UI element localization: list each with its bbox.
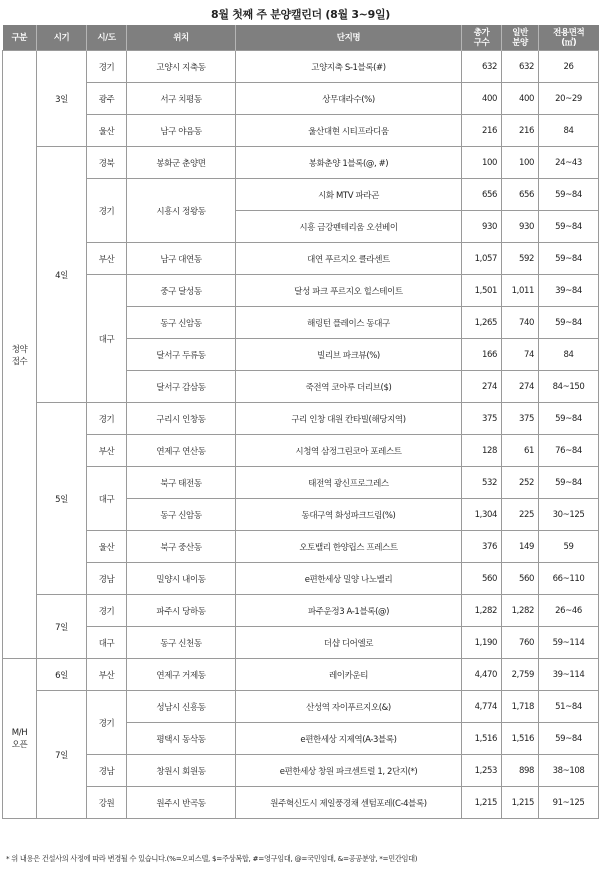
general-sale-cell: 216 — [502, 115, 539, 147]
region-cell: 경기 — [87, 403, 127, 435]
total-units-cell: 1,253 — [462, 755, 502, 787]
general-sale-cell: 375 — [502, 403, 539, 435]
general-sale-cell: 632 — [502, 51, 539, 83]
complex-cell: 레이카운티 — [236, 659, 462, 691]
location-cell: 파주시 당하동 — [127, 595, 236, 627]
general-sale-cell: 400 — [502, 83, 539, 115]
complex-cell: 해링턴 플레이스 동대구 — [236, 307, 462, 339]
complex-cell: 시화 MTV 파라곤 — [236, 179, 462, 211]
general-sale-cell: 930 — [502, 211, 539, 243]
area-cell: 38~108 — [539, 755, 599, 787]
table-row — [3, 467, 599, 499]
table-row — [3, 403, 599, 435]
area-cell: 59~84 — [539, 403, 599, 435]
table-row — [3, 243, 599, 275]
table-body — [3, 51, 599, 819]
area-cell: 59~84 — [539, 723, 599, 755]
region-cell: 대구 — [87, 275, 127, 403]
location-cell: 성남시 신흥동 — [127, 691, 236, 723]
location-cell: 시흥시 정왕동 — [127, 179, 236, 243]
general-sale-cell: 1,282 — [502, 595, 539, 627]
general-sale-cell: 74 — [502, 339, 539, 371]
general-sale-cell: 2,759 — [502, 659, 539, 691]
general-sale-cell: 740 — [502, 307, 539, 339]
total-units-cell: 216 — [462, 115, 502, 147]
region-cell: 강원 — [87, 787, 127, 819]
total-units-cell: 375 — [462, 403, 502, 435]
complex-cell: 산성역 자이푸르지오(&) — [236, 691, 462, 723]
general-sale-cell: 760 — [502, 627, 539, 659]
complex-cell: 상무대라수(%) — [236, 83, 462, 115]
total-units-cell: 930 — [462, 211, 502, 243]
header-area: 전용면적 (㎡) — [539, 25, 599, 51]
header-complex: 단지명 — [236, 25, 462, 51]
complex-cell: 더샵 디어엘로 — [236, 627, 462, 659]
area-cell: 59~114 — [539, 627, 599, 659]
complex-cell: 달성 파크 푸르지오 힐스테이트 — [236, 275, 462, 307]
total-units-cell: 1,057 — [462, 243, 502, 275]
general-sale-cell: 149 — [502, 531, 539, 563]
complex-cell: e편한세상 지제역(A-3블록) — [236, 723, 462, 755]
table-row — [3, 51, 599, 83]
table-row — [3, 83, 599, 115]
region-cell: 울산 — [87, 115, 127, 147]
location-cell: 달서구 두류동 — [127, 339, 236, 371]
timing-cell: 5일 — [37, 403, 87, 595]
location-cell: 원주시 반곡동 — [127, 787, 236, 819]
complex-cell: 구리 인창 대원 칸타빌(해당지역) — [236, 403, 462, 435]
location-cell: 봉화군 춘양면 — [127, 147, 236, 179]
location-cell: 동구 신암동 — [127, 499, 236, 531]
total-units-cell: 1,282 — [462, 595, 502, 627]
total-units-cell: 400 — [462, 83, 502, 115]
total-units-cell: 632 — [462, 51, 502, 83]
total-units-cell: 560 — [462, 563, 502, 595]
area-cell: 39~84 — [539, 275, 599, 307]
table-header-row — [3, 25, 599, 51]
total-units-cell: 1,501 — [462, 275, 502, 307]
table-row — [3, 595, 599, 627]
general-sale-cell: 898 — [502, 755, 539, 787]
total-units-cell: 532 — [462, 467, 502, 499]
table-row — [3, 659, 599, 691]
location-cell: 동구 신암동 — [127, 307, 236, 339]
total-units-cell: 1,516 — [462, 723, 502, 755]
total-units-cell: 1,215 — [462, 787, 502, 819]
complex-cell: 빌리브 파크뷰(%) — [236, 339, 462, 371]
complex-cell: 울산대현 시티프라디움 — [236, 115, 462, 147]
table-row — [3, 563, 599, 595]
timing-cell: 6일 — [37, 659, 87, 691]
table-row — [3, 787, 599, 819]
complex-cell: e편한세상 창원 파크센트럴 1, 2단지(*) — [236, 755, 462, 787]
complex-cell: 동대구역 화성파크드림(%) — [236, 499, 462, 531]
total-units-cell: 274 — [462, 371, 502, 403]
area-cell: 59 — [539, 531, 599, 563]
header-general-sale: 일반 분양 — [502, 25, 539, 51]
region-cell: 경기 — [87, 595, 127, 627]
region-cell: 부산 — [87, 659, 127, 691]
total-units-cell: 656 — [462, 179, 502, 211]
complex-cell: e편한세상 밀양 나노밸리 — [236, 563, 462, 595]
general-sale-cell: 252 — [502, 467, 539, 499]
location-cell: 동구 신천동 — [127, 627, 236, 659]
total-units-cell: 1,304 — [462, 499, 502, 531]
complex-cell: 시흥 금강펜테리움 오션베이 — [236, 211, 462, 243]
location-cell: 고양시 지축동 — [127, 51, 236, 83]
table-row — [3, 275, 599, 307]
general-sale-cell: 656 — [502, 179, 539, 211]
total-units-cell: 128 — [462, 435, 502, 467]
location-cell: 중구 달성동 — [127, 275, 236, 307]
area-cell: 39~114 — [539, 659, 599, 691]
complex-cell: 봉화춘양 1블록(@, #) — [236, 147, 462, 179]
complex-cell: 원주혁신도시 제일풍경채 센텀포레(C-4블록) — [236, 787, 462, 819]
area-cell: 84~150 — [539, 371, 599, 403]
general-sale-cell: 1,215 — [502, 787, 539, 819]
timing-cell: 3일 — [37, 51, 87, 147]
total-units-cell: 376 — [462, 531, 502, 563]
total-units-cell: 166 — [462, 339, 502, 371]
location-cell: 연제구 거제동 — [127, 659, 236, 691]
table-row — [3, 115, 599, 147]
table-row — [3, 627, 599, 659]
area-cell: 20~29 — [539, 83, 599, 115]
table-row — [3, 755, 599, 787]
region-cell: 부산 — [87, 243, 127, 275]
region-cell: 경기 — [87, 691, 127, 755]
total-units-cell: 100 — [462, 147, 502, 179]
region-cell: 경기 — [87, 179, 127, 243]
area-cell: 59~84 — [539, 243, 599, 275]
complex-cell: 시청역 삼정그린코아 포레스트 — [236, 435, 462, 467]
region-cell: 대구 — [87, 467, 127, 531]
header-sido: 시/도 — [87, 25, 127, 51]
timing-cell: 7일 — [37, 691, 87, 819]
location-cell: 구리시 인창동 — [127, 403, 236, 435]
area-cell: 59~84 — [539, 179, 599, 211]
area-cell: 51~84 — [539, 691, 599, 723]
location-cell: 연제구 연산동 — [127, 435, 236, 467]
area-cell: 24~43 — [539, 147, 599, 179]
location-cell: 서구 치평동 — [127, 83, 236, 115]
location-cell: 창원시 회원동 — [127, 755, 236, 787]
location-cell: 달서구 감삼동 — [127, 371, 236, 403]
region-cell: 울산 — [87, 531, 127, 563]
general-sale-cell: 225 — [502, 499, 539, 531]
table-row — [3, 435, 599, 467]
area-cell: 59~84 — [539, 307, 599, 339]
table-row — [3, 691, 599, 723]
header-location: 위치 — [127, 25, 236, 51]
region-cell: 경기 — [87, 51, 127, 83]
sales-calendar-table — [2, 25, 599, 819]
location-cell: 북구 태전동 — [127, 467, 236, 499]
table-row — [3, 179, 599, 211]
complex-cell: 대연 푸르지오 클라센트 — [236, 243, 462, 275]
general-sale-cell: 1,516 — [502, 723, 539, 755]
area-cell: 84 — [539, 115, 599, 147]
general-sale-cell: 61 — [502, 435, 539, 467]
area-cell: 91~125 — [539, 787, 599, 819]
region-cell: 경남 — [87, 563, 127, 595]
timing-cell: 7일 — [37, 595, 87, 659]
complex-cell: 오토밸리 한양립스 프레스트 — [236, 531, 462, 563]
general-sale-cell: 1,011 — [502, 275, 539, 307]
region-cell: 광주 — [87, 83, 127, 115]
total-units-cell: 1,265 — [462, 307, 502, 339]
complex-cell: 고양지축 S-1블록(#) — [236, 51, 462, 83]
header-timing: 시기 — [37, 25, 87, 51]
total-units-cell: 4,774 — [462, 691, 502, 723]
table-row — [3, 147, 599, 179]
page-title: 8월 첫째 주 분양캘린더 (8월 3~9일) — [210, 8, 391, 21]
general-sale-cell: 274 — [502, 371, 539, 403]
timing-cell: 4일 — [37, 147, 87, 403]
area-cell: 76~84 — [539, 435, 599, 467]
area-cell: 26 — [539, 51, 599, 83]
general-sale-cell: 1,718 — [502, 691, 539, 723]
general-sale-cell: 100 — [502, 147, 539, 179]
area-cell: 84 — [539, 339, 599, 371]
total-units-cell: 1,190 — [462, 627, 502, 659]
region-cell: 경남 — [87, 755, 127, 787]
header-category: 구분 — [3, 25, 37, 51]
area-cell: 59~84 — [539, 211, 599, 243]
category-subscription: 청약 접수 — [3, 51, 37, 659]
location-cell: 평택시 동삭동 — [127, 723, 236, 755]
location-cell: 밀양시 내이동 — [127, 563, 236, 595]
region-cell: 경북 — [87, 147, 127, 179]
location-cell: 남구 대연동 — [127, 243, 236, 275]
location-cell: 남구 야음동 — [127, 115, 236, 147]
complex-cell: 파주운정3 A-1블록(@) — [236, 595, 462, 627]
complex-cell: 죽전역 코아루 더리브($) — [236, 371, 462, 403]
region-cell: 대구 — [87, 627, 127, 659]
complex-cell: 태전역 광신프로그레스 — [236, 467, 462, 499]
region-cell: 부산 — [87, 435, 127, 467]
area-cell: 30~125 — [539, 499, 599, 531]
table-row — [3, 531, 599, 563]
general-sale-cell: 592 — [502, 243, 539, 275]
total-units-cell: 4,470 — [462, 659, 502, 691]
general-sale-cell: 560 — [502, 563, 539, 595]
area-cell: 59~84 — [539, 467, 599, 499]
header-total-units: 총가 구수 — [462, 25, 502, 51]
category-model-house: M/H 오픈 — [3, 659, 37, 819]
location-cell: 북구 중산동 — [127, 531, 236, 563]
area-cell: 66~110 — [539, 563, 599, 595]
area-cell: 26~46 — [539, 595, 599, 627]
footnote: * 위 내용은 건설사의 사정에 따라 변경될 수 있습니다.(%=오피스텔, $=주상복합, #=영구임대, @=국민임대, &=공공분양, *=민간임대) — [6, 854, 418, 863]
